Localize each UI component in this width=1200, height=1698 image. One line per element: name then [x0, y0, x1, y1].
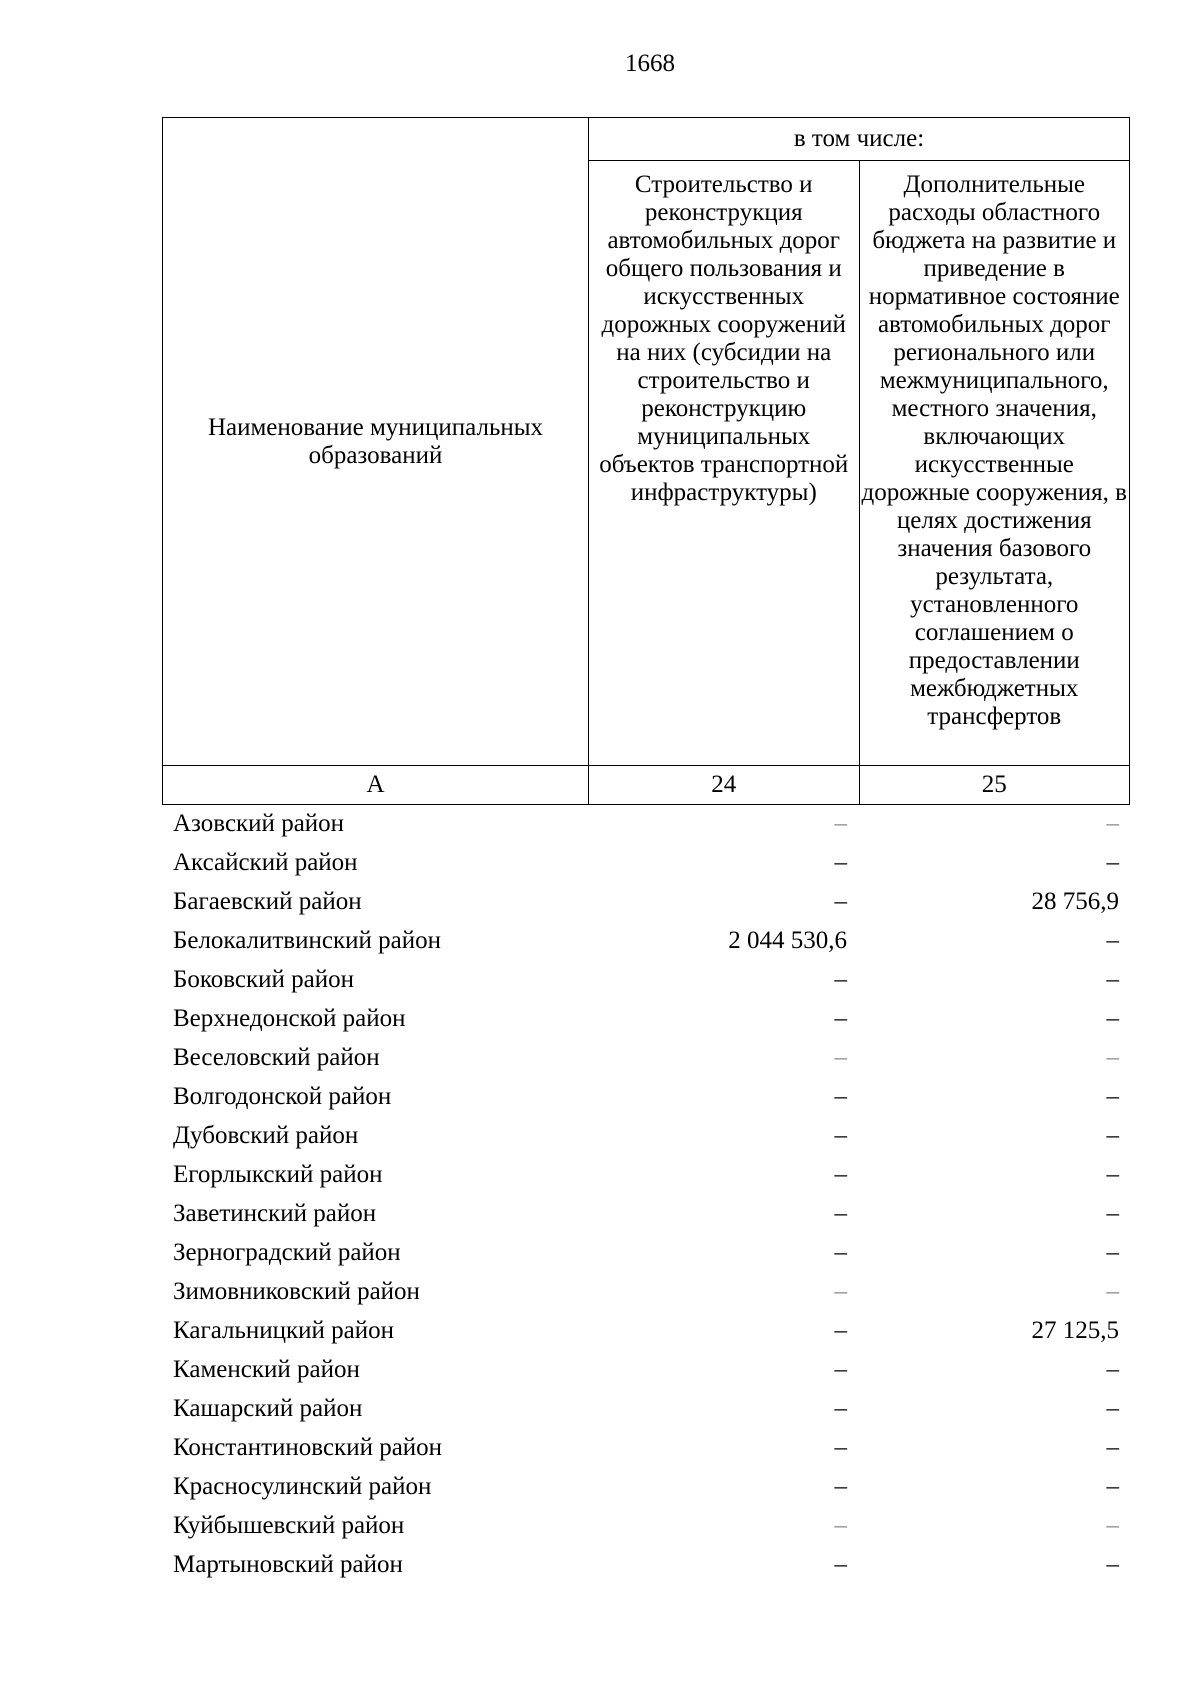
municipality-name: Куйбышевский район — [173, 1512, 405, 1539]
page-number: 1668 — [625, 50, 675, 77]
name-column-header: Наименование муниципальных образований — [163, 118, 589, 766]
value-col-24: – — [834, 888, 847, 915]
table-row — [162, 1155, 1130, 1194]
table-row — [162, 804, 1130, 843]
index-24: 24 — [589, 766, 860, 805]
value-col-24: – — [834, 849, 847, 876]
value-col-24: – — [834, 1512, 847, 1539]
value-col-25: 27 125,5 — [1031, 1317, 1119, 1344]
municipality-name: Белокалитвинский район — [173, 927, 441, 954]
municipality-name: Константиновский район — [173, 1434, 443, 1461]
table-row — [162, 1194, 1130, 1233]
value-col-24: – — [834, 1434, 847, 1461]
value-col-25: – — [1106, 1278, 1119, 1305]
value-col-25: – — [1106, 1512, 1119, 1539]
value-col-25: – — [1106, 1239, 1119, 1266]
municipality-name: Веселовский район — [173, 1044, 380, 1071]
table-row — [162, 999, 1130, 1038]
value-col-24: – — [834, 1122, 847, 1149]
index-25: 25 — [859, 766, 1130, 805]
municipality-name: Заветинский район — [173, 1200, 377, 1227]
municipality-name: Аксайский район — [173, 849, 358, 876]
table-row — [162, 1350, 1130, 1389]
value-col-24: – — [834, 1239, 847, 1266]
value-col-25: – — [1106, 1161, 1119, 1188]
table-header — [162, 117, 1130, 805]
index-a: А — [163, 766, 589, 805]
municipality-name: Кашарский район — [173, 1395, 363, 1422]
municipality-name: Дубовский район — [173, 1122, 359, 1149]
value-col-24: – — [834, 1200, 847, 1227]
value-col-25: – — [1106, 927, 1119, 954]
municipality-name: Багаевский район — [173, 888, 362, 915]
municipality-name: Азовский район — [173, 810, 345, 837]
value-col-24: – — [834, 1005, 847, 1032]
value-col-25: – — [1106, 1200, 1119, 1227]
including-header: в том числе: — [589, 118, 1130, 161]
value-col-24: – — [834, 1551, 847, 1578]
value-col-25: – — [1106, 966, 1119, 993]
col-24-header: Строительство и реконструкция автомобильных дорог общего пользования и искусственных дорожных сооружений на них (субсидии на строительство и реконструкцию муниципальных объектов транспортной инфраструктуры) — [589, 161, 860, 766]
table-body — [162, 804, 1130, 1584]
value-col-24: – — [834, 1161, 847, 1188]
table-row — [162, 1545, 1130, 1584]
municipality-name: Верхнедонской район — [173, 1005, 406, 1032]
value-col-25: – — [1106, 1005, 1119, 1032]
municipality-name: Каменский район — [173, 1356, 360, 1383]
table-row — [162, 1389, 1130, 1428]
table-row — [162, 1506, 1130, 1545]
value-col-25: – — [1106, 849, 1119, 876]
table-row — [162, 1428, 1130, 1467]
municipality-name: Волгодонской район — [173, 1083, 392, 1110]
table-row — [162, 1077, 1130, 1116]
municipality-name: Зимовниковский район — [173, 1278, 420, 1305]
value-col-25: – — [1106, 1356, 1119, 1383]
value-col-24: – — [834, 1083, 847, 1110]
municipality-name: Красносулинский район — [173, 1473, 432, 1500]
municipality-name: Зерноградский район — [173, 1239, 401, 1266]
municipality-name: Мартыновский район — [173, 1551, 403, 1578]
value-col-24: – — [834, 1395, 847, 1422]
table-row — [162, 843, 1130, 882]
municipality-name: Егорлыкский район — [173, 1161, 383, 1188]
value-col-25: 28 756,9 — [1031, 888, 1119, 915]
value-col-25: – — [1106, 1473, 1119, 1500]
value-col-25: – — [1106, 1395, 1119, 1422]
table-row — [162, 1272, 1130, 1311]
value-col-25: – — [1106, 810, 1119, 837]
value-col-24: – — [834, 1317, 847, 1344]
value-col-25: – — [1106, 1434, 1119, 1461]
value-col-24: 2 044 530,6 — [728, 927, 847, 954]
table-row — [162, 1233, 1130, 1272]
value-col-25: – — [1106, 1083, 1119, 1110]
value-col-24: – — [834, 810, 847, 837]
col-25-header: Дополнительные расходы областного бюджета на развитие и приведение в нормативное состояние автомобильных дорог регионального или межмуниципального, местного значения, включающих искусственные дорожные сооружения, в целях достижения значения базового результата, установленного соглашением о предоставлении межбюджетных трансфертов — [859, 161, 1130, 766]
table-row — [162, 1038, 1130, 1077]
table-row — [162, 1311, 1130, 1350]
value-col-24: – — [834, 1044, 847, 1071]
municipality-name: Боковский район — [173, 966, 354, 993]
value-col-25: – — [1106, 1044, 1119, 1071]
value-col-25: – — [1106, 1122, 1119, 1149]
value-col-24: – — [834, 1473, 847, 1500]
table-row — [162, 960, 1130, 999]
municipality-name: Кагальницкий район — [173, 1317, 395, 1344]
table-row — [162, 921, 1130, 960]
value-col-24: – — [834, 1278, 847, 1305]
table-row — [162, 1116, 1130, 1155]
value-col-25: – — [1106, 1551, 1119, 1578]
value-col-24: – — [834, 966, 847, 993]
value-col-24: – — [834, 1356, 847, 1383]
table-row — [162, 1467, 1130, 1506]
table-row — [162, 882, 1130, 921]
